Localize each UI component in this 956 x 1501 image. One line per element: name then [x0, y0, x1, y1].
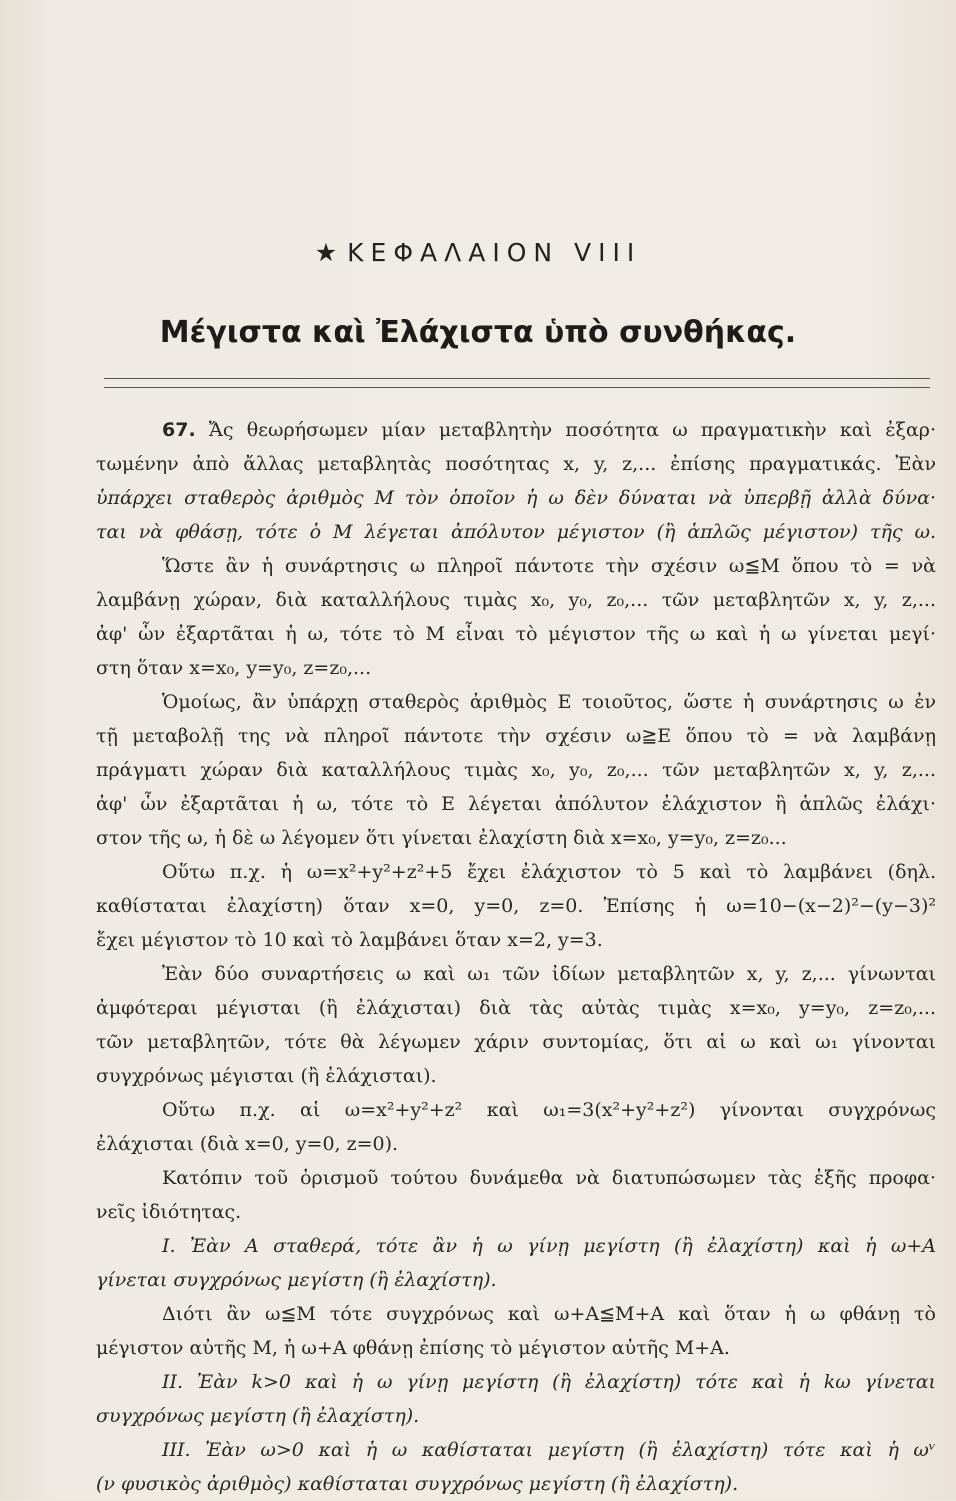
text-line: συγχρόνως μέγισται (ἢ ἐλάχισται).: [96, 1065, 437, 1087]
text-line: τῶν μεταβλητῶν, τότε θὰ λέγωμεν χάριν συντομίας, ὅτι αἱ ω καὶ ω₁ γίνονται: [96, 1031, 936, 1053]
text-line: μέγιστον αὐτῆς Μ, ἡ ω+Α φθάνῃ ἐπίσης τὸ μέγιστον αὐτῆς Μ+Α.: [96, 1337, 730, 1359]
text-line: ἐλάχισται (διὰ x=0, y=0, z=0).: [96, 1133, 399, 1155]
text-line: Ὥστε ἂν ἡ συνάρτησις ω πληροῖ πάντοτε τὴν σχέσιν ω≦Μ ὅπου τὸ = νὰ: [162, 555, 936, 577]
text-line: τωμένην ἀπὸ ἄλλας μεταβλητὰς ποσότητας x, y, z,... ἐπίσης πραγματικάς. Ἐὰν: [96, 453, 936, 475]
text-line: ἀφ' ὧν ἐξαρτᾶται ἡ ω, τότε τὸ Μ εἶναι τὸ μέγιστον τῆς ω καὶ ἡ ω γίνεται μεγί·: [96, 623, 936, 645]
text-line: ἀμφότεραι μέγισται (ἢ ἐλάχισται) διὰ τὰς αὐτὰς τιμὰς x=x₀, y=y₀, z=z₀,...: [96, 997, 936, 1019]
text-line: I. Ἐὰν Α σταθερά, τότε ἂν ἡ ω γίνῃ μεγίστη (ἢ ἐλαχίστη) καὶ ἡ ω+Α: [162, 1235, 936, 1257]
text-line: στη ὅταν x=x₀, y=y₀, z=z₀,...: [96, 657, 372, 679]
text-line: Κατόπιν τοῦ ὁρισμοῦ τούτου δυνάμεθα νὰ διατυπώσωμεν τὰς ἑξῆς προφα·: [162, 1167, 936, 1189]
text-line: ἀφ' ὧν ἐξαρτᾶται ἡ ω, τότε τὸ Ε λέγεται ἀπόλυτον ἐλάχιστον ἢ ἁπλῶς ἐλάχι·: [96, 793, 936, 815]
star-icon: ★: [314, 238, 338, 267]
text-line: ὑπάρχει σταθερὸς ἀριθμὸς Μ τὸν ὁποῖον ἡ ω δὲν δύναται νὰ ὑπερβῇ ἀλλὰ δύνα·: [96, 487, 936, 509]
section-title: Μέγιστα καὶ Ἐλάχιστα ὑπὸ συνθήκας.: [159, 315, 797, 350]
text-line: 67. Ἄς θεωρήσωμεν μίαν μεταβλητὴν ποσότητα ω πραγματικὴν καὶ ἐξαρ·: [162, 419, 936, 441]
text-line: συγχρόνως μεγίστη (ἢ ἐλαχίστη).: [96, 1405, 420, 1427]
chapter-title: ΚΕΦΑΛΑΙΟΝ VIII: [347, 238, 642, 267]
text-line: Διότι ἂν ω≦Μ τότε συγχρόνως καὶ ω+Α≦Μ+Α καὶ ὅταν ἡ ω φθάνῃ τὸ: [162, 1303, 936, 1325]
text-line: ἔχει μέγιστον τὸ 10 καὶ τὸ λαμβάνει ὅταν x=2, y=3.: [96, 929, 603, 951]
text-line: ται νὰ φθάσῃ, τότε ὁ Μ λέγεται ἀπόλυτον μέγιστον (ἢ ἁπλῶς μέγιστον) τῆς ω.: [96, 521, 936, 543]
title-divider: [104, 378, 930, 388]
text-line: νεῖς ἰδιότητας.: [96, 1201, 242, 1223]
text-line: Ἐὰν δύο συναρτήσεις ω καὶ ω₁ τῶν ἰδίων μεταβλητῶν x, y, z,... γίνωνται: [162, 963, 936, 985]
text-line: στον τῆς ω, ἡ δὲ ω λέγομεν ὅτι γίνεται ἐλαχίστη διὰ x=x₀, y=y₀, z=z₀...: [96, 827, 787, 849]
text-line: (ν φυσικὸς ἀριθμὸς) καθίσταται συγχρόνως μεγίστη (ἢ ἐλαχίστη).: [96, 1473, 739, 1495]
text-line: Οὕτω π.χ. ἡ ω=x²+y²+z²+5 ἔχει ἐλάχιστον τὸ 5 καὶ τὸ λαμβάνει (δηλ.: [162, 861, 936, 883]
chapter-heading: [0, 238, 956, 267]
body-text: [96, 413, 936, 1501]
text-line: Οὕτω π.χ. αἱ ω=x²+y²+z² καὶ ω₁=3(x²+y²+z²) γίνονται συγχρόνως: [162, 1099, 936, 1121]
section-number: 67.: [162, 419, 196, 441]
text-line: II. Ἐὰν k>0 καὶ ἡ ω γίνῃ μεγίστη (ἢ ἐλαχίστη) τότε καὶ ἡ kω γίνεται: [162, 1371, 936, 1393]
text-line: πράγματι χώραν διὰ καταλλήλους τιμὰς x₀, y₀, z₀,... τῶν μεταβλητῶν x, y, z,...: [96, 759, 936, 781]
text-line: λαμβάνῃ χώραν, διὰ καταλλήλους τιμὰς x₀, y₀, z₀,... τῶν μεταβλητῶν x, y, z,...: [96, 589, 936, 611]
text-line: τῇ μεταβολῇ της νὰ πληροῖ πάντοτε τὴν σχέσιν ω≧Ε ὅπου τὸ = νὰ λαμβάνῃ: [96, 725, 936, 747]
text-line: καθίσταται ἐλαχίστη) ὅταν x=0, y=0, z=0. Ἐπίσης ἡ ω=10−(x−2)²−(y−3)²: [96, 895, 936, 917]
text-line: γίνεται συγχρόνως μεγίστη (ἢ ἐλαχίστη).: [96, 1269, 497, 1291]
text-line: III. Ἐὰν ω>0 καὶ ἡ ω καθίσταται μεγίστη (ἢ ἐλαχίστη) τότε καὶ ἡ ωᵛ: [162, 1439, 936, 1461]
text-line: Ὁμοίως, ἂν ὑπάρχῃ σταθερὸς ἀριθμὸς Ε τοιοῦτος, ὥστε ἡ συνάρτησις ω ἐν: [162, 691, 936, 713]
